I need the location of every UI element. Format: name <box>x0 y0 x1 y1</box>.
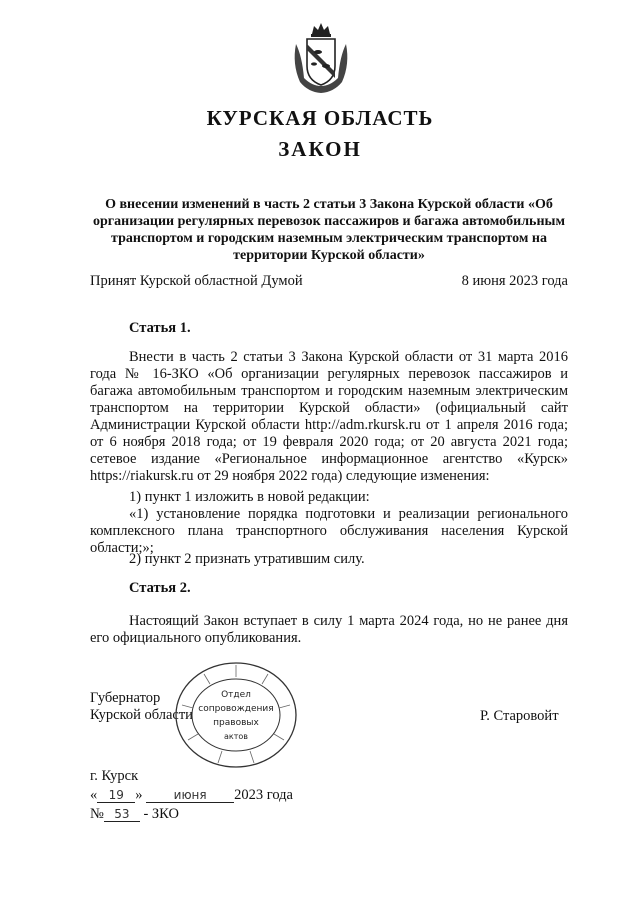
document-type-title: ЗАКОН <box>278 137 362 161</box>
handwritten-month: июня <box>146 788 234 803</box>
stamp-line-4: актов <box>223 732 249 741</box>
article-1-title: Статья 1. <box>129 320 191 336</box>
handwritten-day: 19 <box>97 788 135 803</box>
signer-role: Губернатор Курской области <box>90 690 193 723</box>
article-1-intro: Внести в часть 2 статьи 3 Закона Курской области от 31 марта 2016 года № 16-ЗКО «Об организации регулярных перевозок пассажиров и багажа автомобильным транспортом и городским наземным электрическим транспортом на территории Курской области» (официальный сайт Администрации Курской области http://adm.rkursk.ru от 1 апреля 2016 года; от 6 ноября 2018 года; от 19 февраля 2020 года; от 20 августа 2021 года; сетевое издание «Региональное информационное агентство «Курск» https://riakursk.ru от 29 ноября 2022 года) следующие изменения: <box>90 349 568 484</box>
law-number: № 53 - ЗКО <box>90 806 179 822</box>
stamp-line-2: сопровождения <box>198 704 274 714</box>
signer-name: Р. Старовойт <box>480 708 559 724</box>
stamp-line-3: правовых <box>213 718 259 728</box>
adoption-row <box>90 273 568 290</box>
article-2-title: Статья 2. <box>129 580 191 596</box>
signing-date: « 19 » июня 2023 года <box>90 787 293 803</box>
handwritten-number: 53 <box>104 807 140 822</box>
article-1-item-1-text: «1) установление порядка подготовки и реализации регионального комплексного плана транспортного обслуживания населения Курской области;»; <box>90 506 568 556</box>
stamp-line-1: Отдел <box>221 690 251 700</box>
article-1-item-1: 1) пункт 1 изложить в новой редакции: <box>129 489 370 505</box>
article-1-item-2: 2) пункт 2 признать утратившим силу. <box>129 551 365 567</box>
kursk-coat-of-arms-icon <box>290 20 352 96</box>
adopted-by: Принят Курской областной Думой <box>90 273 303 289</box>
signing-place: г. Курск <box>90 768 139 784</box>
law-subject-title: О внесении изменений в часть 2 статьи 3 Закона Курской области «Об организации регулярных перевозок пассажиров и багажа автомобильным транспортом и городским наземным электрическим транспортом на территории Курской области» <box>93 197 565 263</box>
article-2-text: Настоящий Закон вступает в силу 1 марта 2024 года, но не ранее дня его официального опубликования. <box>90 613 568 646</box>
adoption-date: 8 июня 2023 года <box>461 273 568 289</box>
official-stamp-icon <box>174 660 298 770</box>
region-title: КУРСКАЯ ОБЛАСТЬ <box>206 106 434 130</box>
